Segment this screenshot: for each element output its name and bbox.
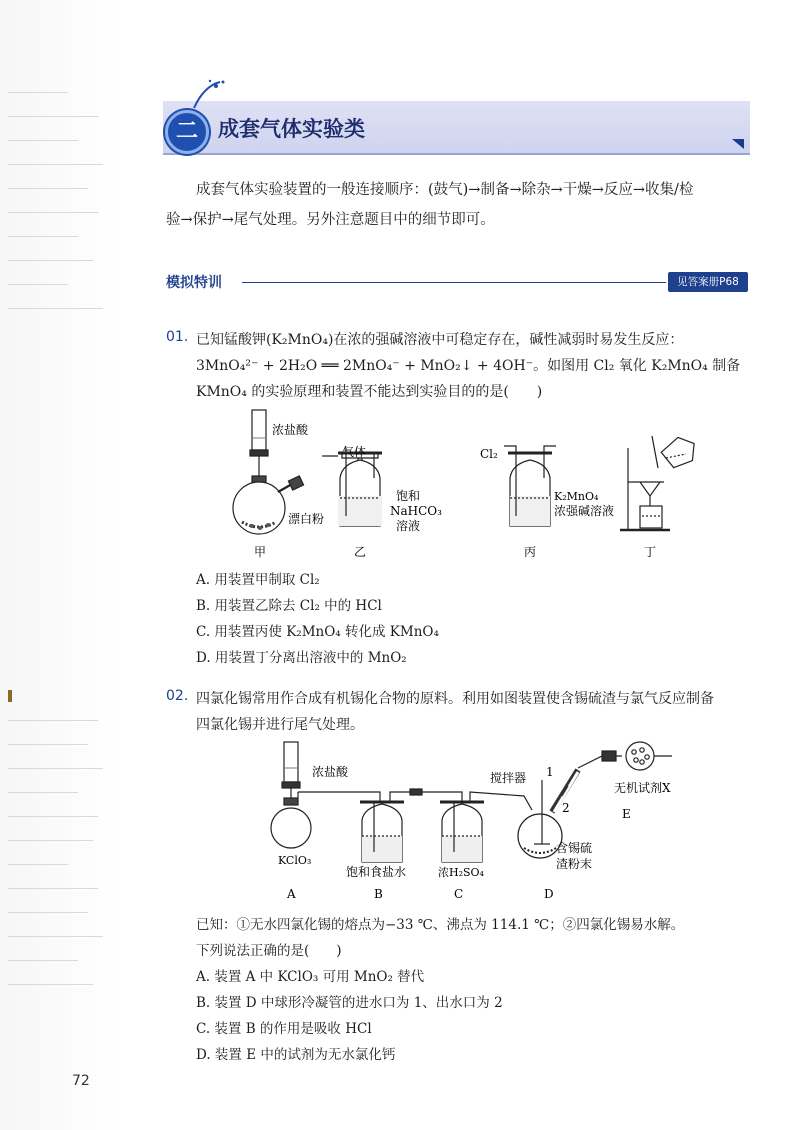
caption-jia: 甲 [254, 545, 267, 559]
practice-heading: 模拟特训 [166, 275, 222, 291]
caption-b: B [374, 887, 383, 901]
q1-equation-line: 3MnO₄²⁻ + 2H₂O ══ 2MnO₄⁻ + MnO₂↓ + 4OH⁻。如图用 Cl₂ 氧化 K₂MnO₄ 制备 [196, 358, 741, 374]
q2-apparatus-figure [262, 740, 702, 902]
apparatus-bing [504, 446, 556, 526]
apparatus-ding [620, 434, 699, 530]
label-gas: 气体 [342, 445, 367, 459]
apparatus-yi [322, 448, 382, 526]
intro-line-2: 验→保护→尾气处理。另外注意题目中的细节即可。 [166, 212, 495, 228]
intro-line-1: 成套气体实验装置的一般连接顺序：(鼓气)→制备→除杂→干燥→反应→收集/检 [196, 182, 694, 198]
label-nahco3-1: 饱和 [396, 489, 421, 503]
q1-option-a: A. 用装置甲制取 Cl₂ [196, 572, 320, 588]
label-kclo3: KClO₃ [278, 854, 312, 867]
banner-corner-triangle [732, 139, 744, 149]
label-h2so4: 浓H₂SO₄ [438, 866, 484, 879]
q2-option-c: C. 装置 B 的作用是吸收 HCl [196, 1021, 372, 1037]
caption-bing: 丙 [524, 545, 537, 559]
label-stirrer: 搅拌器 [490, 771, 527, 785]
q1-apparatus-figure [230, 408, 700, 560]
section-title: 成套气体实验类 [218, 117, 365, 141]
label-brine: 饱和食盐水 [346, 865, 407, 879]
label-slag-1: 含锡硫 [556, 841, 593, 855]
label-hcl: 浓盐酸 [272, 423, 309, 437]
label-nahco3-2: NaHCO₃ [390, 504, 442, 518]
q1-option-c: C. 用装置丙使 K₂MnO₄ 转化成 KMnO₄ [196, 624, 439, 640]
q2-prompt: 下列说法正确的是( ) [196, 943, 342, 959]
label-inlet-1: 1 [546, 765, 554, 779]
section-number-badge [165, 110, 209, 154]
label-hcl-2: 浓盐酸 [312, 765, 349, 779]
q2-option-a: A. 装置 A 中 KClO₃ 可用 MnO₂ 替代 [196, 969, 425, 985]
label-inlet-2: 2 [562, 801, 570, 815]
q1-option-b: B. 用装置乙除去 Cl₂ 中的 HCl [196, 598, 382, 614]
label-k2mno4-2: 浓强碱溶液 [554, 504, 615, 518]
binding-margin [0, 0, 120, 1130]
q2-known-conditions: 已知：①无水四氯化锡的熔点为−33 ℃、沸点为 114.1 ℃；②四氯化锡易水解。 [196, 917, 685, 933]
section-number: 二 [175, 119, 198, 144]
caption-e: E [622, 807, 631, 821]
page-number: 72 [72, 1073, 90, 1089]
caption-d: D [544, 887, 554, 901]
caption-ding: 丁 [644, 545, 657, 559]
caption-a: A [287, 887, 296, 901]
answer-reference-badge: 见答案册P68 [668, 272, 748, 292]
q1-number: 01. [166, 329, 189, 345]
label-k2mno4-1: K₂MnO₄ [554, 490, 599, 503]
q2-line-2: 四氯化锡并进行尾气处理。 [196, 717, 364, 733]
label-slag-2: 渣粉末 [556, 857, 593, 871]
practice-heading-bar [166, 272, 748, 294]
caption-yi: 乙 [354, 545, 367, 559]
caption-c: C [454, 887, 464, 901]
q2-number: 02. [166, 688, 189, 704]
label-nahco3-3: 溶液 [396, 519, 421, 533]
q1-option-d: D. 用装置丁分离出溶液中的 MnO₂ [196, 650, 407, 666]
q2-option-d: D. 装置 E 中的试剂为无水氯化钙 [196, 1047, 396, 1063]
q1-line-3: KMnO₄ 的实验原理和装置不能达到实验目的的是( ) [196, 384, 543, 400]
q1-line-1: 已知锰酸钾(K₂MnO₄)在浓的强碱溶液中可稳定存在，碱性减弱时易发生反应： [196, 332, 684, 348]
label-cl2: Cl₂ [480, 447, 498, 461]
label-bleach: 漂白粉 [288, 512, 325, 526]
label-reagent-x: 无机试剂X [614, 781, 671, 795]
q2-line-1: 四氯化锡常用作合成有机锡化合物的原料。利用如图装置使含锡硫渣与氯气反应制备 [196, 691, 714, 707]
q2-option-b: B. 装置 D 中球形冷凝管的进水口为 1、出水口为 2 [196, 995, 503, 1011]
flask-sparkle-icon [190, 78, 230, 112]
heading-rule [242, 282, 666, 283]
